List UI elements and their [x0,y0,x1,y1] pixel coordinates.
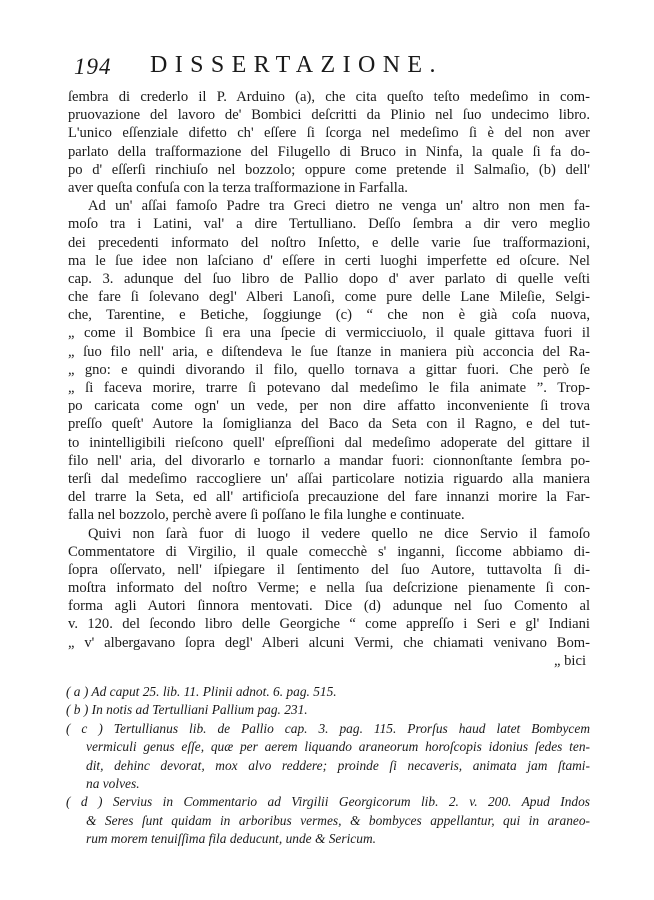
footnote-line: dit, dehinc devorat, mox alvo reddere; proinde ſi necaveris, animata jam ſtami- [86,757,590,773]
text-line: Quivi non ſarà fuor di luogo il vedere quello ne dice Servio il famoſo [88,525,590,542]
footnote-line: ( b ) In notis ad Tertulliani Pallium pag. 231. [66,702,308,718]
text-line: Commentatore di Virgilio, il quale comecchè s' inganni, ſiccome abbiamo di- [68,543,590,560]
text-line: falla nel bozzolo, perchè avere ſi poſſano le fila lunghe e continuate. [68,507,465,524]
catchword: „ bici [553,652,586,669]
footnote-line: rum morem tenuiſſima fila deducunt, unde & Sericum. [86,831,376,847]
running-title: DISSERTAZIONE. [150,52,443,78]
text-line: parlato della traſformazione del Filugello di Bruco in Ninfa, la quale ſi fa do- [68,143,590,160]
footnote-line: ( d ) Servius in Commentario ad Virgilii Georgicorum lib. 2. v. 200. Apud Indos [66,794,590,810]
text-line: aver queſta confuſa con la terza traſformazione in Farfalla. [68,179,408,196]
text-line: moſtra informato del noſtro Verme; e nella ſua deſcrizione pienamente ſi con- [68,580,590,597]
text-line: „ v' albergavano ſopra degl' Alberi alcuni Vermi, che chiamati venivano Bom- [68,634,590,651]
text-line: ma le ſue idee non laſciano d' eſſere in certi luoghi imperfette ed oſcure. Nel [68,252,590,269]
text-line: dei precedenti informato del noſtro Inſetto, e delle varie ſue traſformazioni, [68,234,590,251]
page-number: 194 [74,54,112,79]
text-line: filo nell' aria, del divorarlo e tornarlo a mandar fuori: cionnonſtante ſembra po- [68,452,590,469]
text-line: terſi dal medeſimo raccogliere un' aſſai particolare notizia riguardo alla maniera [68,470,590,487]
text-line: to inintelligibili rieſcono quell' eſpreſſioni dal medeſimo adoperate del gittare il [68,434,590,451]
text-line: „ ſuo filo nell' aria, e diſtendeva le ſue ſtanze in maniera più acconcia del Ra- [68,343,590,360]
text-line: po d' eſſerſi rinchiuſo nel bozzolo; oppure come pretende il Salmaſio, (b) dell' [68,161,590,178]
text-line: L'unico eſſenziale difetto ch' eſſere ſi ſcorga nel medeſimo ſi è del non aver [68,125,590,142]
footnote-line: ( c ) Tertullianus lib. de Pallio cap. 3. pag. 115. Prorſus haud latet Bombycem [66,720,590,736]
text-line: preſſo queſt' Autore la ſomiglianza del Baco da Seta con il Ragno, e del tut- [68,416,590,433]
text-line: ſembra di crederlo il P. Arduino (a), che cita queſto teſto medeſimo in com- [68,89,590,105]
footnote-line: & Seres ſunt quidam in arboribus vermes, & bombyces appellantur, qui in araneo- [86,812,590,828]
footnote-line: na volves. [86,775,140,791]
text-line: „ gno: e quindi divorando il filo, quello tornava a gittar fuori. Che però ſe [68,361,590,378]
text-line: che, Tarentine, e Betiche, ſoggiunge (c) “ che non è già coſa nuova, [68,307,590,324]
text-line: ſopra oſſervato, nell' iſpiegare il ſentimento del ſuo Autore, tuttavolta ſi di- [68,561,590,578]
body-text [68,88,590,670]
text-line: cap. 3. adunque del ſuo libro de Pallio dopo d' aver parlato di quelle veſti [68,270,590,287]
text-line: forma agli Autori ſinnora mentovati. Dice (d) adunque nel ſuo Comento al [68,598,590,615]
text-line: v. 120. del ſecondo libro delle Georgiche “ come appreſſo i Seri e gl' Indiani [68,616,590,633]
text-line: Ad un' aſſai famoſo Padre tra Greci dietro ne venga un' altro non men fa- [88,198,590,215]
text-line: pruovazione del lavoro de' Bombici deſcritti da Plinio nel ſuo undecimo libro. [68,107,590,124]
text-line: che fare ſi ſolevano degl' Alberi Lanoſi, come pure delle Lane Mileſie, Selgi- [68,289,590,306]
text-line: „ ſi faceva morire, trarre ſi potevano dal medeſimo le fila animate ”. Trop- [68,380,590,396]
text-line: „ come il Bombice ſi era una ſpecie di vermicciuolo, il quale gittava fuori il [68,325,590,342]
footnote-line: vermiculi genus eſſe, quæ per aerem liquando araneorum horoſcopis idonius ſedes ten- [86,739,590,755]
footnotes [66,683,590,849]
text-line: moſo tra i Latini, val' a dire Tertulliano. Deſſo ſembra a dir vero meglio [68,216,590,233]
text-line: del trarre la Seta, ed all' artificioſa precauzione del fare innanzi morire la Far- [68,489,590,506]
footnote-line: ( a ) Ad caput 25. lib. 11. Plinii adnot. 6. pag. 515. [66,684,337,699]
page-header [74,50,594,86]
text-line: po caricata come ogn' un vede, per non dire affatto inconveniente ſi trova [68,398,590,415]
